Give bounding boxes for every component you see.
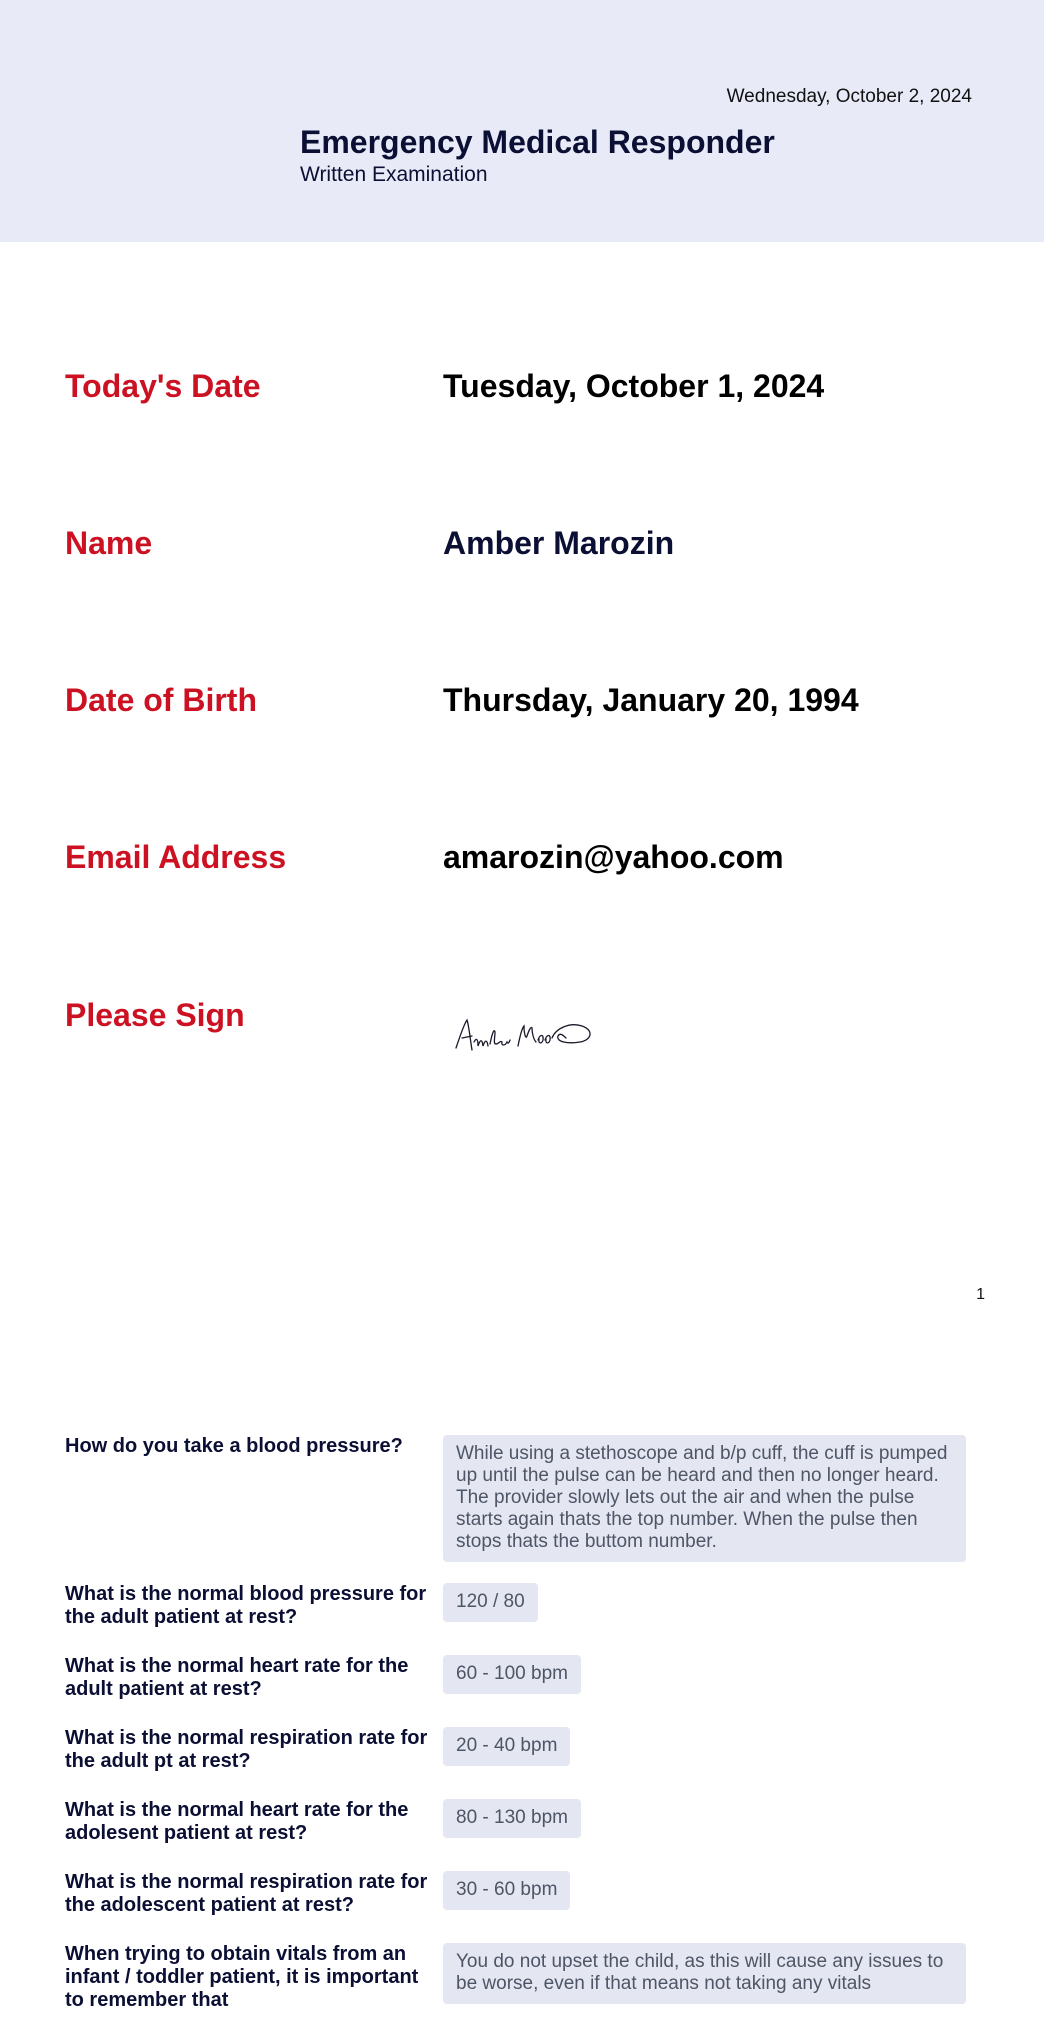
field-value: Thursday, January 20, 1994	[443, 682, 859, 718]
field-label: Today's Date	[65, 368, 261, 404]
field-value: Amber Marozin	[443, 525, 675, 561]
header-date: Wednesday, October 2, 2024	[726, 86, 972, 107]
field-label: Please Sign	[65, 997, 245, 1033]
field-value: amarozin@yahoo.com	[443, 839, 784, 875]
field-email-address	[0, 839, 1044, 899]
question-text: When trying to obtain vitals from an infant / toddler patient, it is important to remember that	[65, 1943, 419, 2011]
question-text: What is the normal heart rate for the adult patient at rest?	[65, 1655, 409, 1700]
answer-field[interactable]: 120 / 80	[443, 1583, 538, 1622]
page-header	[0, 0, 1044, 242]
page-title: Emergency Medical Responder	[300, 124, 775, 160]
field-name	[0, 525, 1044, 585]
question-text: What is the normal heart rate for the adolesent patient at rest?	[65, 1799, 409, 1844]
field-todays-date	[0, 368, 1044, 428]
handwritten-signature-icon	[452, 1006, 602, 1066]
answer-field[interactable]: 60 - 100 bpm	[443, 1655, 581, 1694]
answer-field[interactable]: While using a stethoscope and b/p cuff, the cuff is pumped up until the pulse can be heard and then no longer heard. The provider slowly lets out the air and when the pulse starts again thats the top number. When the pulse then stops thats the buttom number.	[443, 1435, 966, 1562]
answer-field[interactable]: 30 - 60 bpm	[443, 1871, 570, 1910]
page-number: 1	[976, 1286, 985, 1303]
field-label: Email Address	[65, 839, 287, 875]
field-label: Date of Birth	[65, 682, 257, 718]
answer-field[interactable]: 80 - 130 bpm	[443, 1799, 581, 1838]
question-text: How do you take a blood pressure?	[65, 1435, 403, 1457]
page-subtitle: Written Examination	[300, 163, 488, 186]
question-text: What is the normal respiration rate for the adult pt at rest?	[65, 1727, 428, 1772]
field-label: Name	[65, 525, 153, 561]
answer-field[interactable]: 20 - 40 bpm	[443, 1727, 570, 1766]
question-text: What is the normal respiration rate for the adolescent patient at rest?	[65, 1871, 428, 1916]
field-value: Tuesday, October 1, 2024	[443, 368, 825, 404]
answer-field[interactable]: You do not upset the child, as this will cause any issues to be worse, even if that means not taking any vitals	[443, 1943, 966, 2004]
question-text: What is the normal blood pressure for the adult patient at rest?	[65, 1583, 427, 1628]
field-date-of-birth	[0, 682, 1044, 742]
